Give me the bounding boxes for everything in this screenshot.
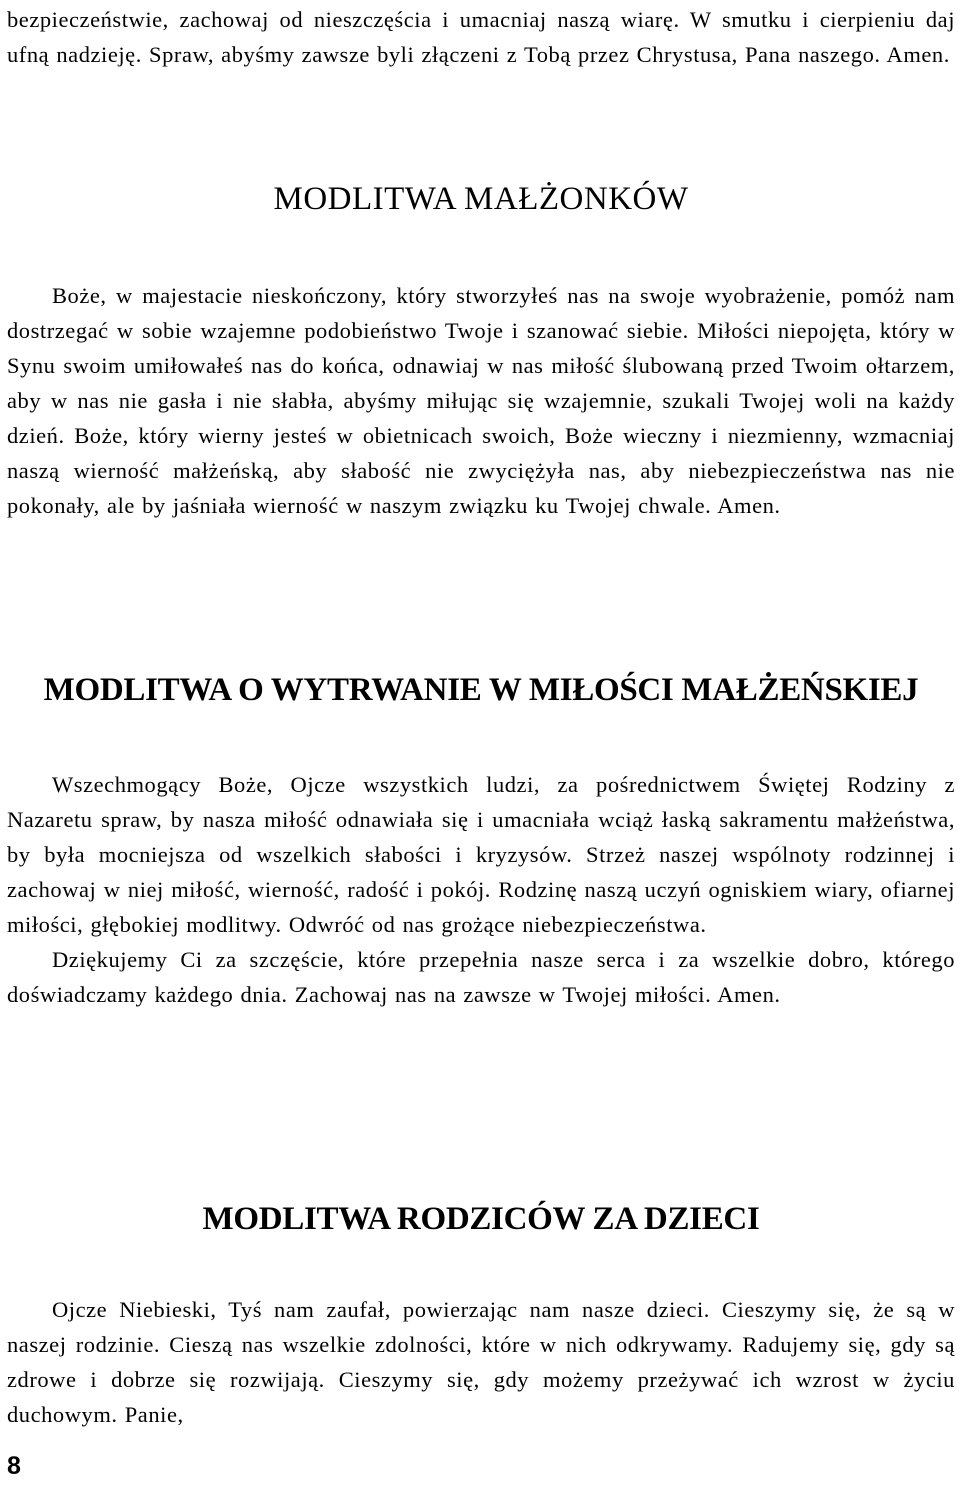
prayer-paragraph: Dziękujemy Ci za szczęście, które przepełnia nasze serca i za wszelkie dobro, którego doświadczamy każdego dnia. Zachowaj nas na zawsze w Twojej miłości. Amen.: [7, 947, 955, 1007]
prayer-paragraph: Boże, w majestacie nieskończony, który stworzyłeś nas na swoje wyobrażenie, pomóż nam dostrzegać w sobie wzajemne podobieństwo Twoje i szanować siebie. Miłości niepojęta, który w Synu swoim umiłowałeś nas do końca, odnawiaj w nas miłość ślubowaną przed Twoim ołtarzem, aby w nas nie gasła i nie słabła, abyśmy miłując się wzajemnie, szukali Twojej woli na każdy dzień. Boże, który wierny jesteś w obietnicach swoich, Boże wieczny i niezmienny, wzmacniaj naszą wierność małżeńską, aby słabość nie zwyciężyła nas, aby niebezpieczeństwa nas nie pokonały, ale by jaśniała wierność w naszym związku ku Twojej chwale. Amen.: [7, 283, 955, 518]
intro-block: [7, 2, 955, 72]
section-body-wytrwanie: [7, 767, 955, 1012]
section-title-malzonkow: MODLITWA MAŁŻONKÓW: [273, 181, 689, 217]
section-title-rodzicow: MODLITWA RODZICÓW ZA DZIECI: [202, 1201, 760, 1237]
page-number: 8: [7, 1452, 21, 1480]
section-title-wytrwanie: MODLITWA O WYTRWANIE W MIŁOŚCI MAŁŻEŃSKIEJ: [43, 672, 919, 708]
prayer-paragraph: Wszechmogący Boże, Ojcze wszystkich ludzi, za pośrednictwem Świętej Rodziny z Nazaretu spraw, by nasza miłość odnawiała się i umacniała wciąż łaską sakramentu małżeństwa, by była mocniejsza od wszelkich słabości i kryzysów. Strzeż naszej wspólnoty rodzinnej i zachowaj w niej miłość, wierność, radość i pokój. Rodzinę naszą uczyń ogniskiem wiary, ofiarnej miłości, głębokiej modlitwy. Odwróć od nas grożące niebezpieczeństwa.: [7, 772, 955, 937]
section-body-rodzicow: [7, 1292, 955, 1432]
intro-paragraph: bezpieczeństwie, zachowaj od nieszczęścia i umacniaj naszą wiarę. W smutku i cierpieniu daj ufną nadzieję. Spraw, abyśmy zawsze byli złączeni z Tobą przez Chrystusa, Pana naszego. Amen.: [7, 7, 955, 67]
section-body-malzonkow: [7, 278, 955, 523]
prayer-paragraph: Ojcze Niebieski, Tyś nam zaufał, powierzając nam nasze dzieci. Cieszymy się, że są w naszej rodzinie. Cieszą nas wszelkie zdolności, które w nich odkrywamy. Radujemy się, gdy są zdrowe i dobrze się rozwijają. Cieszymy się, gdy możemy przeżywać ich wzrost w życiu duchowym. Panie,: [7, 1297, 955, 1427]
